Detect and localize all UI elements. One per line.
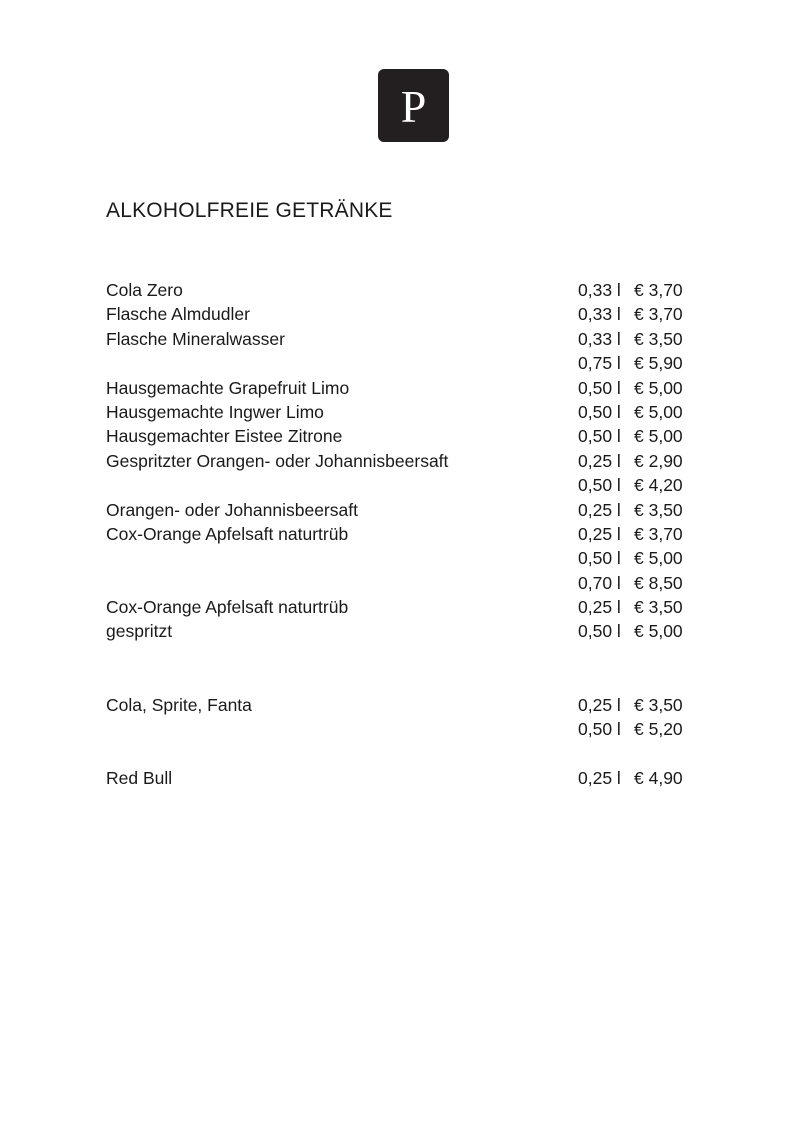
menu-row (106, 278, 696, 302)
menu-item-volume: 0,25 l (578, 767, 621, 788)
menu-item-volume: 0,50 l (578, 426, 621, 447)
menu-row (106, 449, 696, 473)
menu-item-name: Cola Zero (106, 280, 183, 300)
menu-item-volume: 0,25 l (578, 523, 621, 544)
menu-row (106, 693, 696, 717)
menu-item-volume: 0,25 l (578, 450, 621, 471)
menu-item-volume: 0,33 l (578, 328, 621, 349)
menu-row (106, 522, 696, 546)
menu-item-volume: 0,50 l (578, 475, 621, 496)
menu-row (106, 644, 696, 668)
menu-item-volume: 0,50 l (578, 548, 621, 569)
menu-item-price: € 5,00 (634, 621, 683, 642)
menu-item-volume: 0,70 l (578, 572, 621, 593)
menu-item-name: Cox-Orange Apfelsaft naturtrüb (106, 523, 349, 544)
menu-row (106, 498, 696, 522)
menu-item-name: Cola, Sprite, Fanta (106, 694, 252, 715)
menu-row (106, 351, 696, 375)
menu-row (106, 595, 696, 619)
menu-row (106, 741, 696, 765)
menu-row (106, 376, 696, 400)
menu-item-price: € 3,50 (634, 328, 683, 349)
menu-item-volume: 0,25 l (578, 499, 621, 520)
menu-item-price: € 5,00 (634, 426, 683, 447)
menu-item-price: € 3,50 (634, 694, 683, 715)
drinks-menu (106, 278, 696, 790)
menu-item-name: Hausgemachter Eistee Zitrone (106, 426, 343, 447)
menu-item-name: Hausgemachte Grapefruit Limo (106, 377, 350, 398)
menu-item-name: gespritzt (106, 621, 173, 642)
menu-item-price: € 3,50 (634, 597, 683, 618)
menu-row (106, 668, 696, 692)
menu-item-volume: 0,50 l (578, 377, 621, 398)
menu-item-price: € 8,50 (634, 572, 683, 593)
menu-item-name: Flasche Almdudler (106, 304, 250, 325)
menu-item-name: Flasche Mineralwasser (106, 328, 285, 349)
menu-item-volume: 0,50 l (578, 401, 621, 422)
menu-item-price: € 5,90 (634, 353, 683, 374)
menu-item-price: € 3,70 (634, 304, 683, 325)
menu-item-volume: 0,33 l (578, 280, 621, 300)
menu-item-price: € 5,00 (634, 548, 683, 569)
menu-item-price: € 3,70 (634, 280, 683, 300)
menu-item-price: € 4,90 (634, 767, 683, 788)
menu-item-name: Red Bull (106, 767, 173, 788)
menu-row (106, 473, 696, 497)
menu-row (106, 571, 696, 595)
logo (378, 69, 449, 142)
menu-item-name: Hausgemachte Ingwer Limo (106, 401, 324, 422)
menu-item-volume: 0,33 l (578, 304, 621, 325)
logo-letter: P (400, 80, 427, 132)
menu-row (106, 766, 696, 790)
menu-item-volume: 0,50 l (578, 621, 621, 642)
menu-row (106, 400, 696, 424)
menu-row (106, 327, 696, 351)
page-title: ALKOHOLFREIE GETRÄNKE (106, 199, 393, 222)
menu-row (106, 619, 696, 643)
menu-item-name: Cox-Orange Apfelsaft naturtrüb (106, 597, 349, 618)
menu-item-name: Orangen- oder Johannisbeersaft (106, 499, 358, 520)
menu-item-price: € 2,90 (634, 450, 683, 471)
menu-item-price: € 3,70 (634, 523, 683, 544)
menu-item-volume: 0,50 l (578, 719, 621, 740)
menu-row (106, 546, 696, 570)
menu-row (106, 424, 696, 448)
menu-item-price: € 5,00 (634, 401, 683, 422)
menu-row (106, 717, 696, 741)
menu-item-volume: 0,25 l (578, 597, 621, 618)
menu-item-price: € 3,50 (634, 499, 683, 520)
menu-row (106, 302, 696, 326)
menu-item-price: € 5,00 (634, 377, 683, 398)
menu-item-volume: 0,25 l (578, 694, 621, 715)
menu-item-name: Gespritzter Orangen- oder Johannisbeersaft (106, 450, 449, 471)
menu-item-price: € 5,20 (634, 719, 683, 740)
menu-item-volume: 0,75 l (578, 353, 621, 374)
menu-item-price: € 4,20 (634, 475, 683, 496)
